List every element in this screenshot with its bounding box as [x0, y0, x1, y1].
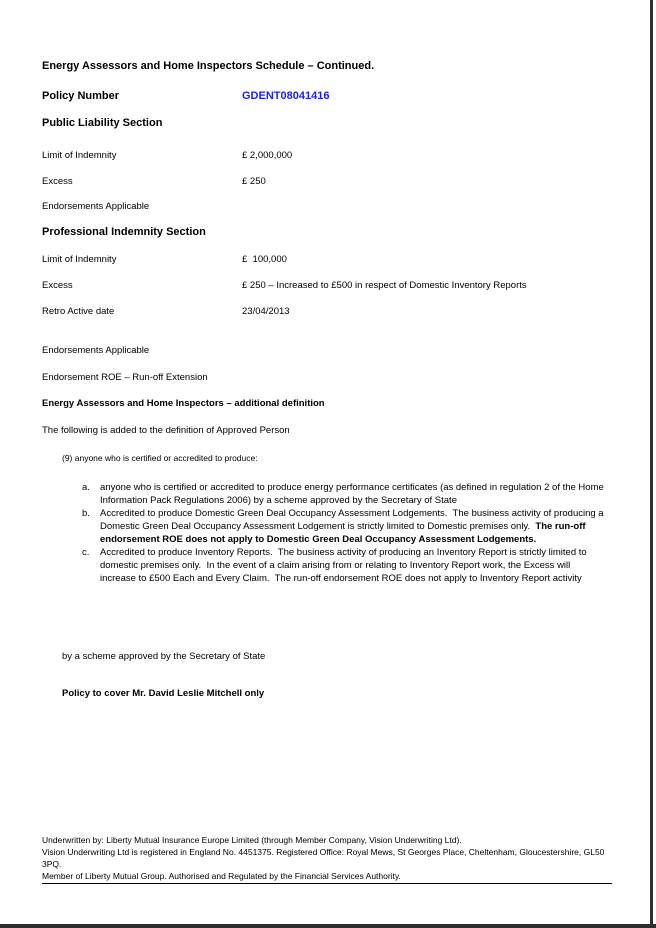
policy-number-label: Policy Number [42, 90, 120, 102]
list-item-a [82, 481, 607, 507]
additional-definition-intro: The following is added to the definition of Approved Person [42, 425, 290, 436]
list-item-text: Accredited to produce Inventory Reports. The business activity of producing an Inventory Report is strictly limited to domestic premises only. In the event of a claim arising from or relating to Inventory Report work, the Excess will increase to £500 Each and Every Claim. The run-off endorsement ROE does not apply to Inventory Report activity [100, 547, 590, 584]
list-item-text: anyone who is certified or accredited to produce energy performance certificates (as defined in regulation 2 of the Home Information Pack Regulations 2006) by a scheme approved by the Secretary of State [100, 482, 607, 506]
public-liability-excess-row [42, 175, 266, 188]
field-label: Excess [42, 280, 73, 291]
policy-number-value: GDENT08041416 [242, 90, 330, 102]
policy-cover-note: Policy to cover Mr. David Leslie Mitchell only [62, 688, 265, 699]
clause-9-line: (9) anyone who is certified or accredited to produce: [62, 453, 258, 463]
professional-indemnity-retro-row [42, 305, 290, 318]
field-value: £ 250 – Increased to £500 in respect of Domestic Inventory Reports [242, 280, 527, 291]
field-label: Excess [42, 176, 73, 187]
footer-line: Vision Underwriting Ltd is registered in England No. 4451375. Registered Office: Royal Mews, St Georges Place, Cheltenham, Gloucestershire, GL50 3PQ. [42, 847, 605, 869]
list-item-letter: c. [82, 547, 90, 558]
professional-indemnity-heading: Professional Indemnity Section [42, 226, 206, 238]
definition-list [82, 481, 607, 585]
professional-indemnity-endorsements-label: Endorsements Applicable [42, 345, 150, 356]
public-liability-endorsements-label: Endorsements Applicable [42, 201, 150, 212]
field-value: £ 100,000 [242, 254, 287, 265]
list-item-b [82, 507, 607, 546]
page-title: Energy Assessors and Home Inspectors Schedule – Continued. [42, 60, 375, 72]
public-liability-heading: Public Liability Section [42, 117, 163, 129]
footer [42, 834, 612, 884]
field-label: Limit of Indemnity [42, 150, 117, 161]
endorsement-roe-line: Endorsement ROE – Run-off Extension [42, 372, 208, 383]
page-edge-bottom [0, 924, 656, 928]
field-label: Limit of Indemnity [42, 254, 117, 265]
list-item-letter: b. [82, 508, 90, 519]
list-item-text [100, 507, 607, 546]
additional-definition-heading: Energy Assessors and Home Inspectors – additional definition [42, 398, 325, 409]
list-item-text-bold: The run-off endorsement ROE does not apply to Domestic Green Deal Occupancy Assessment Lodgements. [100, 521, 589, 545]
professional-indemnity-limit-row [42, 253, 287, 266]
footer-line: Underwritten by: Liberty Mutual Insurance Europe Limited (through Member Company, Vision Underwriting Ltd). [42, 835, 462, 845]
page-edge-right [650, 0, 653, 928]
list-item-c [82, 546, 604, 585]
footer-line: Member of Liberty Mutual Group. Authorised and Regulated by the Financial Services Authority. [42, 871, 401, 881]
scheme-note: by a scheme approved by the Secretary of State [62, 651, 266, 662]
field-value: £ 2,000,000 [242, 150, 293, 161]
field-label: Retro Active date [42, 306, 115, 317]
list-item-text-normal: Accredited to produce Domestic Green Deal Occupancy Assessment Lodgements. The business activity of producing a Domestic Green Deal Occupancy Assessment Lodgement is strictly limited to Domestic premises only. [100, 508, 607, 532]
public-liability-limit-row [42, 149, 292, 162]
field-value: 23/04/2013 [242, 306, 290, 317]
policy-number-row [42, 89, 329, 103]
list-item-letter: a. [82, 482, 90, 493]
professional-indemnity-excess-row [42, 279, 527, 292]
field-value: £ 250 [242, 176, 266, 187]
